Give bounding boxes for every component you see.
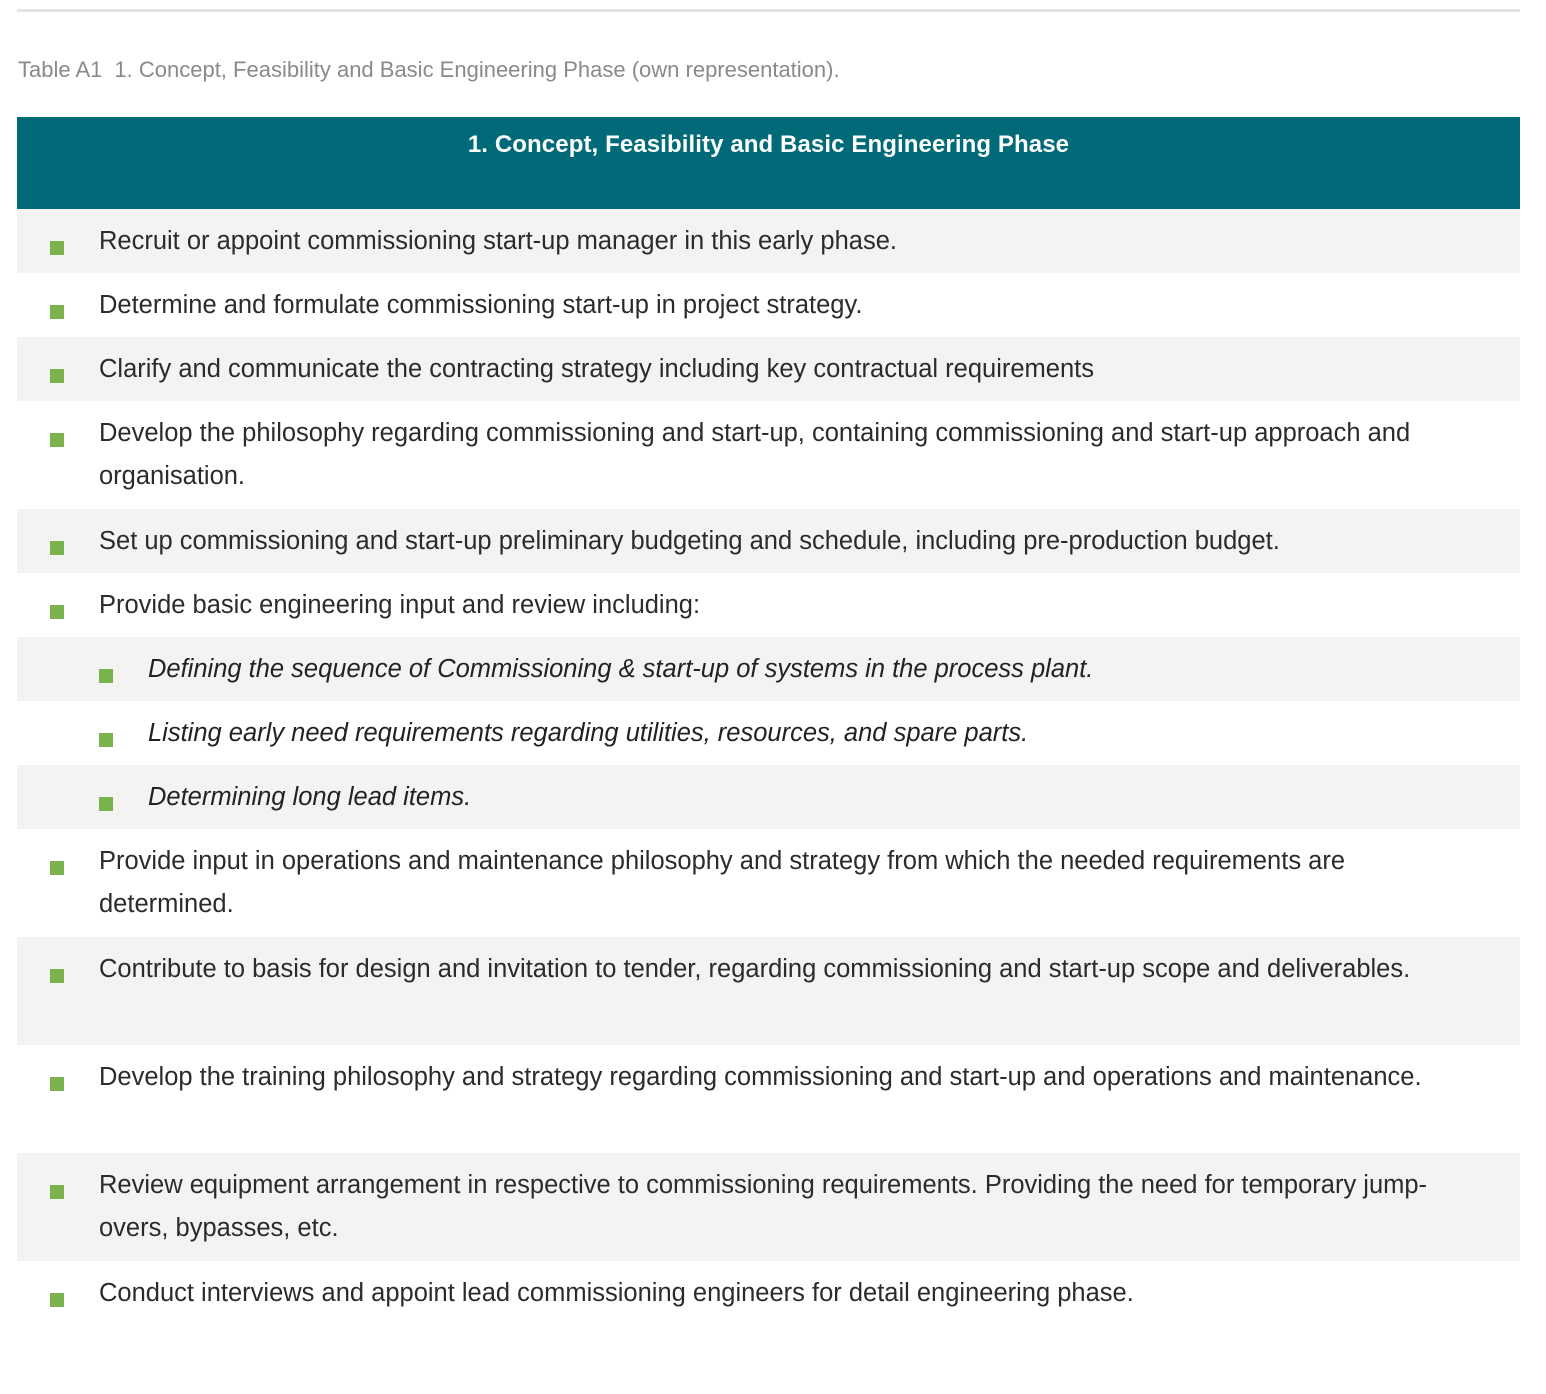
square-bullet-icon <box>50 369 64 383</box>
table-row <box>17 209 1520 273</box>
subrow-text: Listing early need requirements regarding utilities, resources, and spare parts. <box>148 719 1029 747</box>
row-text: Develop the training philosophy and strategy regarding commissioning and start-up and operations and maintenance. <box>99 1063 1422 1091</box>
table-subrow <box>17 765 1520 829</box>
table-caption-label: Table A1 <box>18 57 103 82</box>
subrow-text: Defining the sequence of Commissioning & start-up of systems in the process plant. <box>148 655 1094 683</box>
top-divider <box>17 9 1520 12</box>
row-text: Review equipment arrangement in respective to commissioning requirements. Providing the need for temporary jump-overs, bypasses, etc. <box>99 1171 1428 1242</box>
row-text: Clarify and communicate the contracting strategy including key contractual requirements <box>99 355 1094 383</box>
square-bullet-icon <box>99 669 113 683</box>
square-bullet-icon <box>50 1077 64 1091</box>
table-row <box>17 1261 1520 1325</box>
square-bullet-icon <box>50 861 64 875</box>
square-bullet-icon <box>50 541 64 555</box>
row-text: Recruit or appoint commissioning start-up manager in this early phase. <box>99 227 897 255</box>
square-bullet-icon <box>50 433 64 447</box>
square-bullet-icon <box>50 605 64 619</box>
phase-table <box>17 117 1520 1325</box>
table-row <box>17 337 1520 401</box>
square-bullet-icon <box>50 1293 64 1307</box>
row-text: Provide basic engineering input and review including: <box>99 591 701 619</box>
row-text: Set up commissioning and start-up preliminary budgeting and schedule, including pre-production budget. <box>99 527 1280 555</box>
table-caption-text: 1. Concept, Feasibility and Basic Engineering Phase (own representation). <box>114 57 840 82</box>
row-text: Conduct interviews and appoint lead commissioning engineers for detail engineering phase. <box>99 1279 1134 1307</box>
row-text: Contribute to basis for design and invitation to tender, regarding commissioning and start-up scope and deliverables. <box>99 955 1411 983</box>
subrow-text: Determining long lead items. <box>148 783 472 811</box>
square-bullet-icon <box>50 305 64 319</box>
square-bullet-icon <box>50 969 64 983</box>
table-row <box>17 509 1520 573</box>
table-row <box>17 401 1520 509</box>
table-subrow <box>17 701 1520 765</box>
row-text: Determine and formulate commissioning start-up in project strategy. <box>99 291 863 319</box>
table-row <box>17 273 1520 337</box>
square-bullet-icon <box>50 241 64 255</box>
table-subrow <box>17 637 1520 701</box>
table-caption <box>18 57 840 83</box>
square-bullet-icon <box>50 1185 64 1199</box>
table-row <box>17 573 1520 637</box>
table-row <box>17 937 1520 1045</box>
square-bullet-icon <box>99 733 113 747</box>
row-text: Provide input in operations and maintenance philosophy and strategy from which the needed requirements are determined. <box>99 847 1346 918</box>
table-row <box>17 829 1520 937</box>
square-bullet-icon <box>99 797 113 811</box>
table-row <box>17 1045 1520 1153</box>
table-row <box>17 1153 1520 1261</box>
row-text: Develop the philosophy regarding commissioning and start-up, containing commissioning and start-up approach and organisation. <box>99 419 1411 490</box>
table-header: 1. Concept, Feasibility and Basic Engineering Phase <box>17 117 1520 209</box>
